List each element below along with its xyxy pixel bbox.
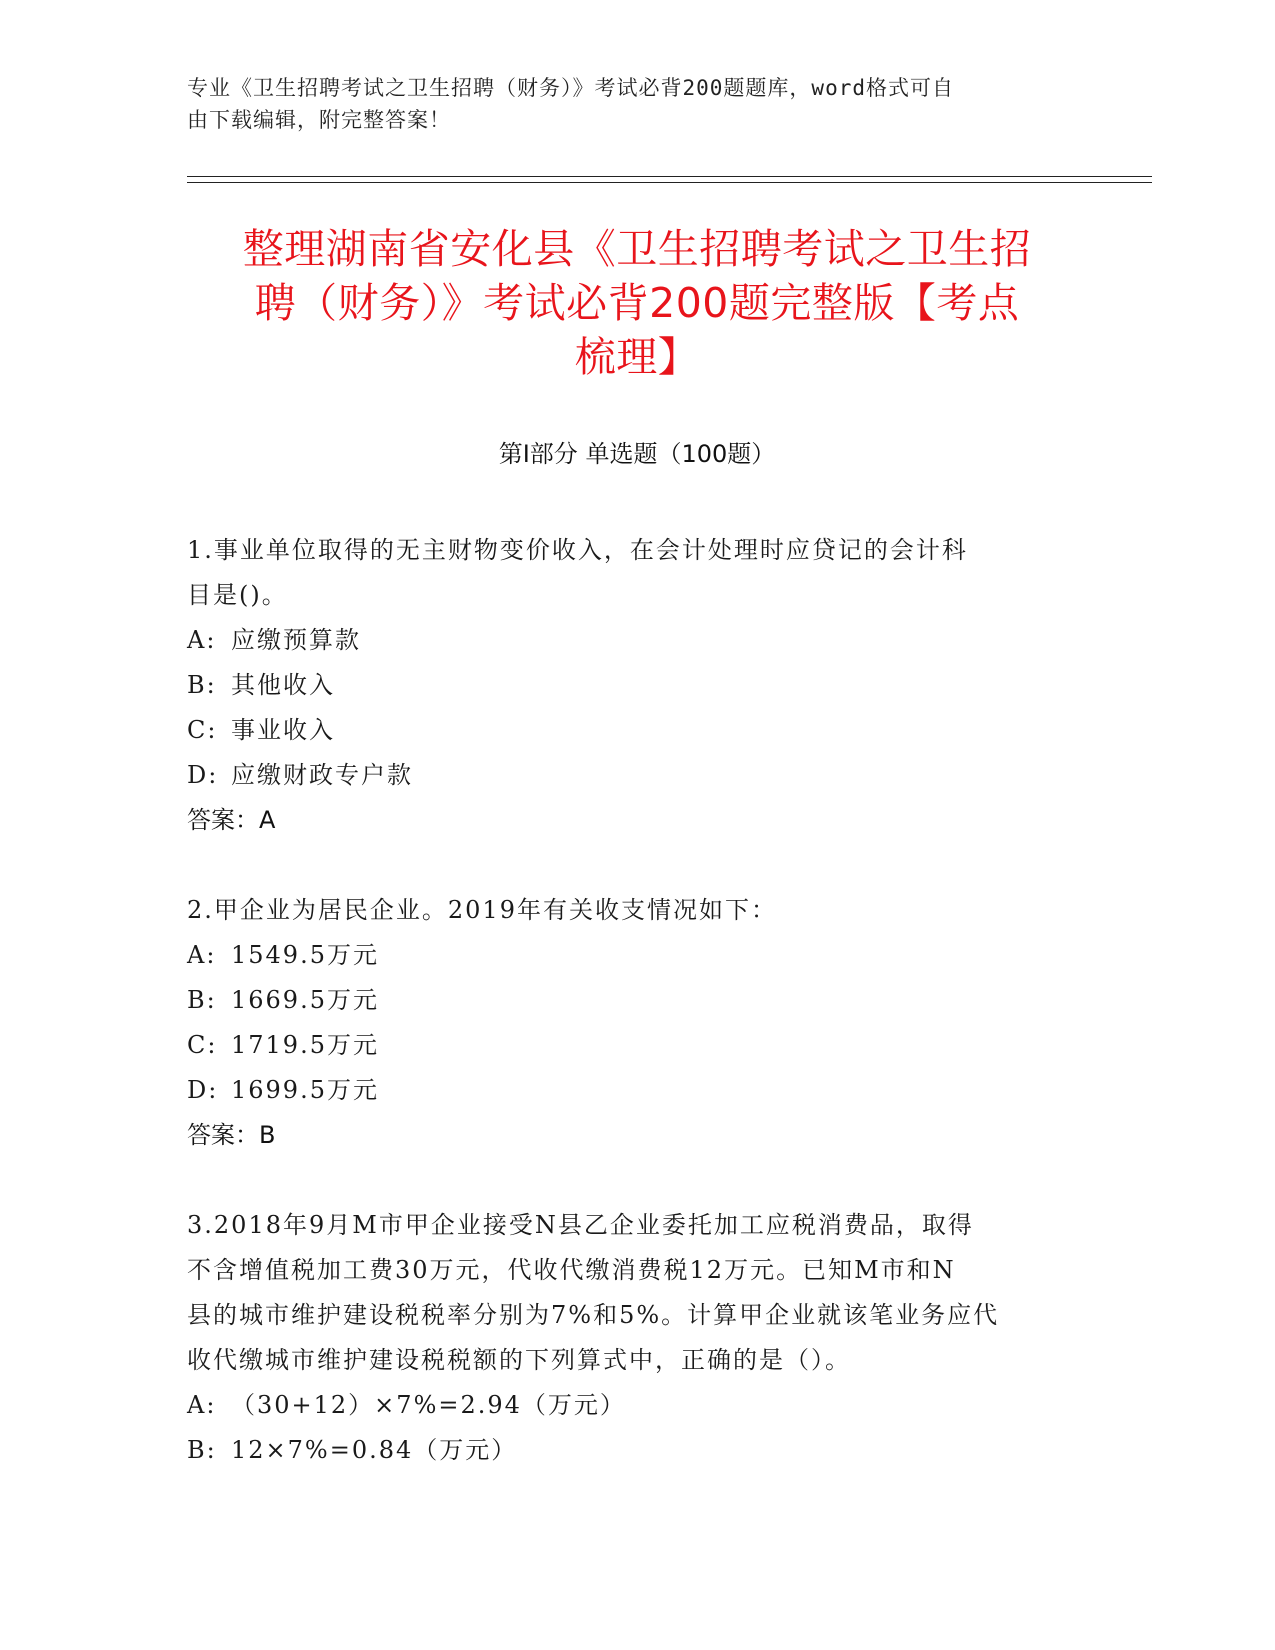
- stem-line: 不含增值税加工费30万元，代收代缴消费税12万元。已知M市和N: [187, 1256, 956, 1284]
- stem-line: 3.2018年9月M市甲企业接受N县乙企业委托加工应税消费品，取得: [187, 1211, 974, 1239]
- option-letter: D:: [187, 761, 219, 789]
- option-text: （30+12）×7%=2.94（万元）: [231, 1391, 626, 1419]
- stem-line: 县的城市维护建设税税率分别为7%和5%。计算甲企业就该笔业务应代: [187, 1301, 1000, 1329]
- option-a: [187, 933, 1087, 978]
- option-letter: B:: [187, 986, 217, 1014]
- document-intro: [187, 72, 1067, 136]
- intro-line-1: 专业《卫生招聘考试之卫生招聘（财务）》考试必背200题题库，word格式可自: [187, 76, 954, 100]
- option-text: 事业收入: [231, 716, 335, 744]
- question-stem: [187, 1203, 1087, 1383]
- option-text: 应缴预算款: [231, 626, 361, 654]
- section-title: 第I部分 单选题（100题）: [498, 440, 776, 468]
- option-letter: C:: [187, 1031, 218, 1059]
- document-title: [187, 222, 1087, 384]
- stem-line: 2.甲企业为居民企业。2019年有关收支情况如下：: [187, 896, 777, 924]
- option-b: [187, 663, 1087, 708]
- option-d: [187, 1068, 1087, 1113]
- option-text: 其他收入: [231, 671, 335, 699]
- option-letter: D:: [187, 1076, 219, 1104]
- option-c: [187, 1023, 1087, 1068]
- option-text: 1699.5万元: [231, 1076, 379, 1104]
- intro-line-2: 由下载编辑，附完整答案！: [187, 108, 451, 132]
- option-text: 1719.5万元: [231, 1031, 379, 1059]
- header-divider-top: [187, 176, 1152, 177]
- title-line-1: 整理湖南省安化县《卫生招聘考试之卫生招: [242, 225, 1032, 273]
- option-c: [187, 708, 1087, 753]
- question-3: [187, 1203, 1087, 1473]
- answer: 答案：A: [187, 806, 276, 834]
- title-line-3: 梳理】: [574, 333, 700, 381]
- option-a: [187, 618, 1087, 663]
- stem-line: 目是()。: [187, 581, 288, 609]
- stem-line: 收代缴城市维护建设税税额的下列算式中，正确的是（）。: [187, 1346, 851, 1374]
- answer: 答案：B: [187, 1121, 276, 1149]
- option-letter: A:: [187, 1391, 217, 1419]
- question-stem: [187, 888, 1087, 933]
- option-d: [187, 753, 1087, 798]
- stem-line: 1.事业单位取得的无主财物变价收入，在会计处理时应贷记的会计科: [187, 536, 968, 564]
- option-letter: A:: [187, 941, 217, 969]
- option-text: 1549.5万元: [231, 941, 379, 969]
- option-letter: B:: [187, 1436, 217, 1464]
- option-b: [187, 978, 1087, 1023]
- question-stem: [187, 528, 1087, 618]
- header-divider-bottom: [187, 182, 1152, 183]
- option-text: 应缴财政专户款: [231, 761, 413, 789]
- title-line-2: 聘（财务）》考试必背200题完整版【考点: [254, 279, 1020, 327]
- option-text: 12×7%=0.84（万元）: [231, 1436, 518, 1464]
- option-letter: A:: [187, 626, 217, 654]
- option-text: 1669.5万元: [231, 986, 379, 1014]
- option-letter: C:: [187, 716, 218, 744]
- option-b: [187, 1428, 1087, 1473]
- question-1: [187, 528, 1087, 843]
- option-a: [187, 1383, 1087, 1428]
- question-2: [187, 888, 1087, 1158]
- option-letter: B:: [187, 671, 217, 699]
